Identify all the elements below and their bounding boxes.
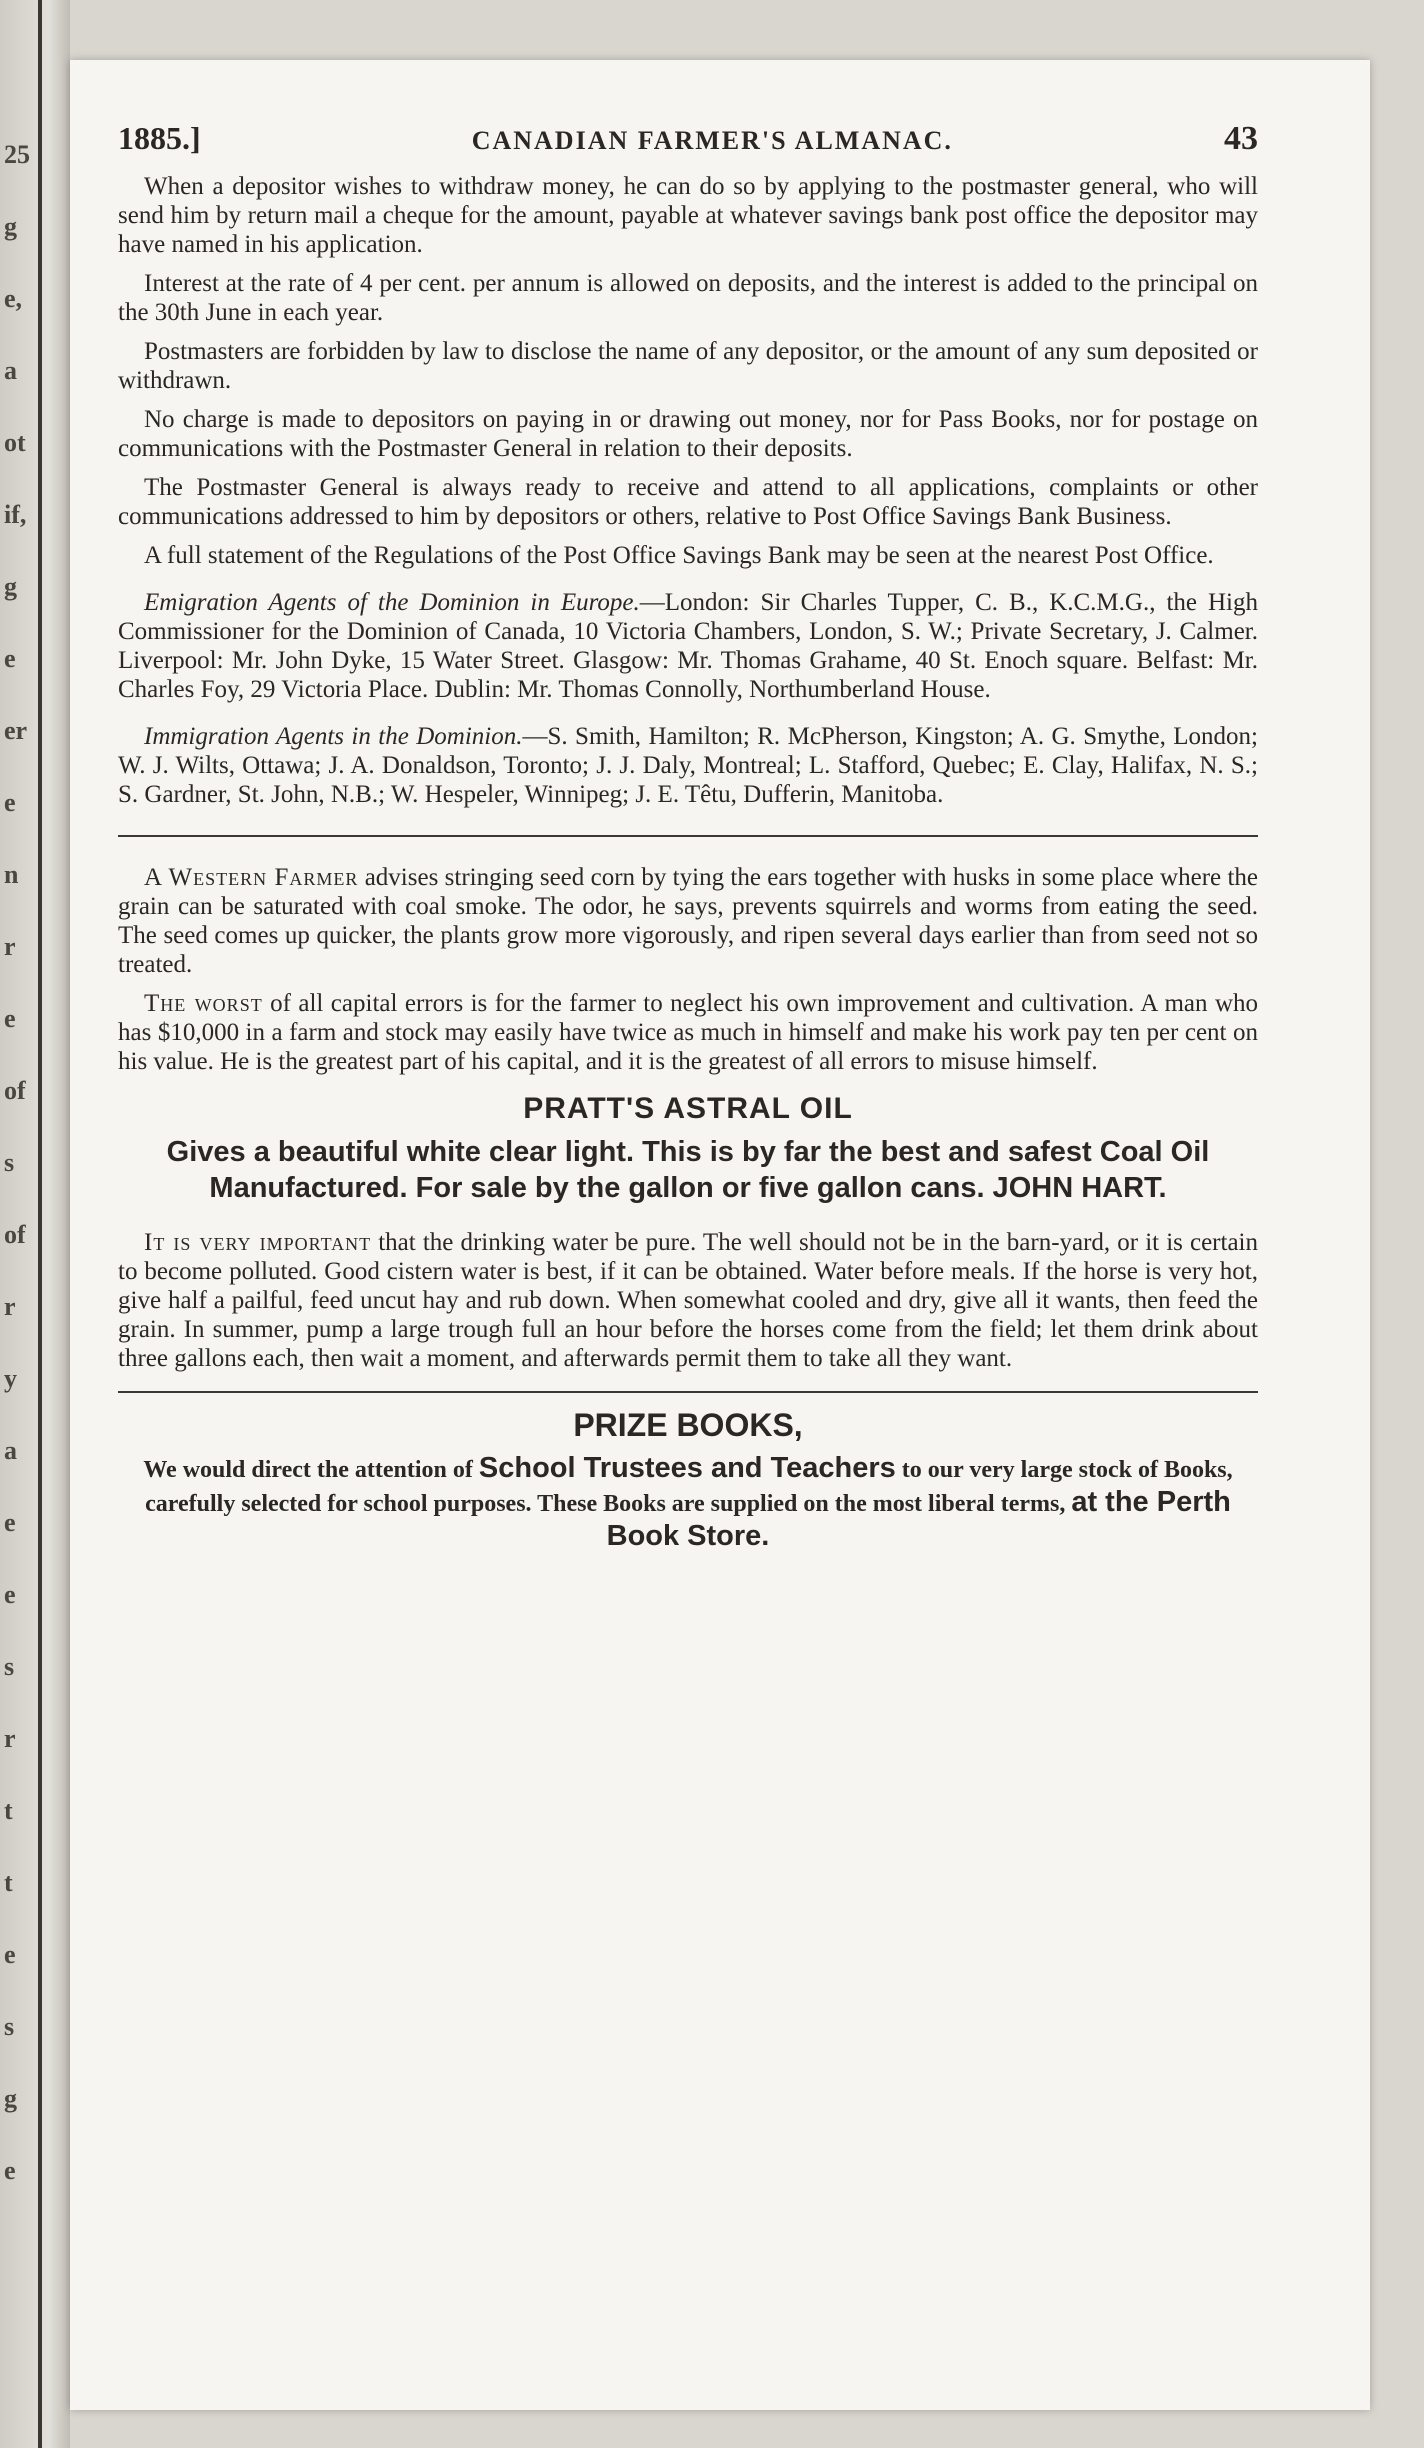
prize-ad-store: at the Perth Book Store. bbox=[606, 1486, 1231, 1552]
margin-fragment: r bbox=[4, 932, 16, 961]
margin-fragment: g bbox=[4, 2084, 17, 2113]
margin-fragment: if, bbox=[4, 500, 27, 529]
margin-fragment: r bbox=[4, 1724, 16, 1753]
prize-ad-body bbox=[118, 1452, 1258, 1554]
margin-fragment: e bbox=[4, 2156, 16, 2185]
margin-fragment: s bbox=[4, 1148, 15, 1177]
paragraph-interest: Interest at the rate of 4 per cent. per annum is allowed on deposits, and the interest is added to the principal on the 30th June in each year. bbox=[118, 270, 1258, 326]
margin-fragment: e bbox=[4, 644, 16, 673]
prize-books-advertisement bbox=[118, 1407, 1258, 1554]
margin-fragment: r bbox=[4, 1292, 16, 1321]
paragraph-emigration-agents bbox=[118, 588, 1258, 704]
margin-fragment: y bbox=[4, 1364, 17, 1393]
margin-fragment: g bbox=[4, 572, 17, 601]
margin-fragment: a bbox=[4, 356, 17, 385]
paragraph-withdraw: When a depositor wishes to withdraw money, he can do so by applying to the postmaster general, who will send him by return mail a cheque for the amount, payable at whatever savings bank post office the depositor may have named in his application. bbox=[118, 173, 1258, 258]
margin-fragment: 25 bbox=[4, 140, 30, 169]
prize-ad-title: PRIZE BOOKS, bbox=[573, 1407, 803, 1443]
emigration-text: —London: Sir Charles Tupper, C. B., K.C.M.G., the High Commissioner for the Dominion of Canada, 10 Victoria Chambers, London, S. W.; Private Secretary, J. Calmer. Liverpool: Mr. John Dyke, 15 Water Street. Glasgow: Mr. Thomas Grahame, 40 St. Enoch square. Belfast: Mr. Charles Foy, 29 Victoria Place. Dublin: Mr. Thomas Connolly, Northumberland House. bbox=[118, 589, 1258, 703]
almanac-page bbox=[70, 60, 1370, 2410]
western-farmer-text: advises stringing seed corn by tying the ears together with husks in some place where the grain can be saturated with coal smoke. The odor, he says, prevents squirrels and worms from eating the seed. The seed comes up quicker, the plants grow more vigorously, and ripen several days earlier than from seed not so treated. bbox=[118, 864, 1258, 978]
water-text: that the drinking water be pure. The well should not be in the barn-yard, or it is certain to become polluted. Good cistern water is best, if it can be obtained. Water before meals. If the horse is very hot, give half a pailful, feed uncut hay and rub down. When somewhat cooled and dry, give all it wants, then feed the grain. In summer, pump a large trough full an hour before the horses come from the field; let them drink about three gallons each, then wait a moment, and afterwards permit them to take all they want. bbox=[118, 1229, 1258, 1372]
immigration-lead: Immigration Agents in the Dominion. bbox=[144, 723, 523, 750]
margin-fragment: of bbox=[4, 1076, 26, 1105]
prize-ad-text-c: to our very large stock of Books, carefully selected for school purposes. These Books are supplied on the most liberal terms, bbox=[145, 1457, 1233, 1517]
header-year: 1885.] bbox=[118, 120, 201, 156]
adjacent-page-strip bbox=[0, 0, 70, 2448]
margin-fragment: e bbox=[4, 1508, 16, 1537]
margin-fragment: e bbox=[4, 1580, 16, 1609]
page-number: 43 bbox=[1223, 120, 1258, 157]
margin-fragment: t bbox=[4, 1796, 13, 1825]
margin-fragment: e, bbox=[4, 284, 23, 313]
prize-ad-text-a: We would direct the attention of bbox=[143, 1457, 479, 1483]
page-header bbox=[118, 120, 1258, 158]
worst-lead: The worst bbox=[144, 990, 263, 1017]
margin-fragment: ot bbox=[4, 428, 26, 457]
margin-fragment: e bbox=[4, 788, 16, 817]
paragraph-western-farmer bbox=[118, 863, 1258, 979]
margin-fragment: g bbox=[4, 212, 17, 241]
paragraph-drinking-water bbox=[118, 1228, 1258, 1373]
margin-fragment: e bbox=[4, 1004, 16, 1033]
pratt-ad-body: Gives a beautiful white clear light. This is by far the best and safest Coal Oil Manufactured. For sale by the gallon or five gallon cans. JOHN HART. bbox=[166, 1136, 1210, 1204]
margin-fragment: er bbox=[4, 716, 28, 745]
pratt-oil-advertisement bbox=[118, 1092, 1258, 1206]
section-divider-2 bbox=[118, 1391, 1258, 1393]
margin-fragment: n bbox=[4, 860, 19, 889]
margin-fragment: e bbox=[4, 1940, 16, 1969]
paragraph-worst-errors bbox=[118, 989, 1258, 1076]
margin-fragment: t bbox=[4, 1868, 13, 1897]
margin-fragment: of bbox=[4, 1220, 26, 1249]
margin-fragment: s bbox=[4, 1652, 15, 1681]
emigration-lead: Emigration Agents of the Dominion in Europe. bbox=[144, 589, 640, 616]
margin-fragment: a bbox=[4, 1436, 17, 1465]
header-title: CANADIAN FARMER'S ALMANAC. bbox=[471, 126, 953, 155]
paragraph-immigration-agents bbox=[118, 722, 1258, 809]
paragraph-regulations: A full statement of the Regulations of the Post Office Savings Bank may be seen at the nearest Post Office. bbox=[144, 542, 1214, 569]
section-divider bbox=[118, 835, 1258, 837]
margin-fragment: s bbox=[4, 2012, 15, 2041]
immigration-text: —S. Smith, Hamilton; R. McPherson, Kingston; A. G. Smythe, London; W. J. Wilts, Ottawa; J. A. Donaldson, Toronto; J. J. Daly, Montreal; L. Stafford, Quebec; E. Clay, Halifax, N. S.; S. Gardner, St. John, N.B.; W. Hespeler, Winnipeg; J. E. Têtu, Dufferin, Manitoba. bbox=[118, 723, 1258, 808]
western-farmer-lead: A Western Farmer bbox=[144, 864, 359, 891]
worst-text: of all capital errors is for the farmer to neglect his own improvement and cultivation. A man who has $10,000 in a farm and stock may easily have twice as much in himself and make his work pay ten per cent on his value. He is the greatest part of his capital, and it is the greatest of all errors to misuse himself. bbox=[118, 990, 1258, 1075]
paragraph-no-charge: No charge is made to depositors on paying in or drawing out money, nor for Pass Books, nor for postage on communications with the Postmaster General in relation to their deposits. bbox=[118, 406, 1258, 462]
water-lead: It is very important bbox=[144, 1229, 372, 1256]
page-content bbox=[118, 120, 1258, 1554]
pratt-ad-title: PRATT'S ASTRAL OIL bbox=[523, 1092, 853, 1125]
binding-rule bbox=[38, 0, 42, 2448]
prize-ad-trustees: School Trustees and Teachers bbox=[478, 1452, 896, 1484]
paragraph-postmaster-general: The Postmaster General is always ready to receive and attend to all applications, complaints or other communications addressed to him by depositors or others, relative to Post Office Savings Bank Business. bbox=[118, 474, 1258, 530]
paragraph-postmasters: Postmasters are forbidden by law to disclose the name of any depositor, or the amount of any sum deposited or withdrawn. bbox=[118, 338, 1258, 394]
